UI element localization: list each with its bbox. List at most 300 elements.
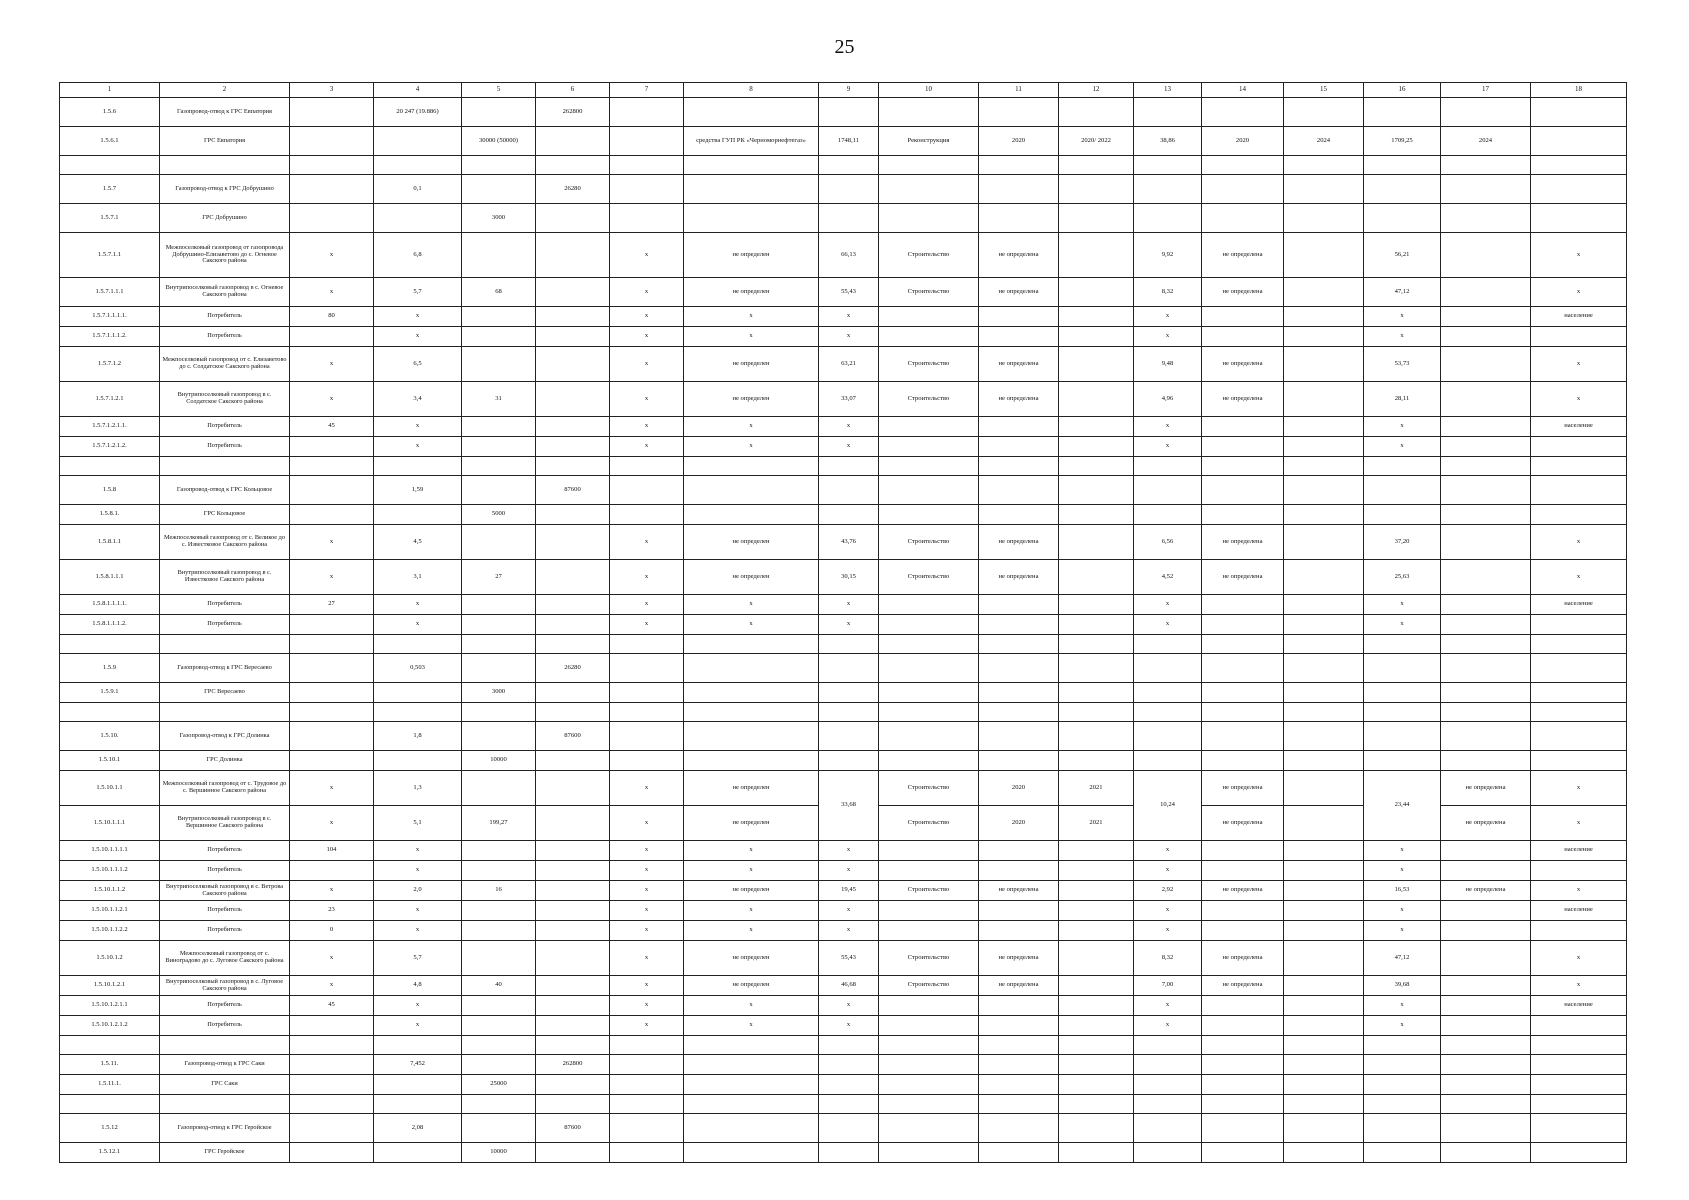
table-cell: x [374,437,462,457]
table-cell [1441,156,1531,175]
table-cell: x [1134,307,1202,327]
table-cell [879,683,979,703]
table-cell [979,683,1059,703]
table-cell [819,1095,879,1114]
table-cell [979,437,1059,457]
table-cell: x [819,996,879,1016]
table-cell [1364,1143,1441,1163]
table-cell [290,683,374,703]
table-row [60,1143,1627,1163]
table-cell [819,635,879,654]
table-cell: не определен [684,382,819,417]
table-cell: Потребитель [160,595,290,615]
table-cell [819,722,879,751]
table-cell [536,560,610,595]
table-cell [1284,1143,1364,1163]
table-cell: x [374,327,462,347]
table-cell: x [290,347,374,382]
table-cell [979,841,1059,861]
table-cell [979,722,1059,751]
table-cell: Газопровод-отвод к ГРС Добрушино [160,175,290,204]
table-cell: x [819,437,879,457]
table-cell: не определен [684,771,819,806]
table-cell [684,635,819,654]
table-cell [979,615,1059,635]
table-cell [979,1055,1059,1075]
table-cell: 6,8 [374,233,462,278]
table-cell [879,505,979,525]
table-cell [1284,654,1364,683]
table-row [60,1016,1627,1036]
table-cell: x [1531,278,1627,307]
table-cell: ГРС Добрушино [160,204,290,233]
column-number-cell: 13 [1134,83,1202,98]
table-cell: не определена [979,347,1059,382]
table-cell: x [290,278,374,307]
table-cell [1441,175,1531,204]
table-cell [1202,204,1284,233]
table-cell: x [610,327,684,347]
table-cell [1531,635,1627,654]
table-cell: x [1531,771,1627,806]
table-row [60,233,1627,278]
table-cell: x [819,901,879,921]
table-cell [1284,703,1364,722]
table-cell [819,654,879,683]
table-cell [879,175,979,204]
table-cell [1441,204,1531,233]
table-cell [1284,771,1364,806]
table-cell [1134,1036,1202,1055]
table-cell: 0,1 [374,175,462,204]
table-cell: 1,59 [374,476,462,505]
table-cell: 55,43 [819,941,879,976]
table-cell [462,635,536,654]
table-cell: 2021 [1059,806,1134,841]
table-row [60,175,1627,204]
table-cell: x [610,560,684,595]
table-cell: 2020 [1202,127,1284,156]
table-cell [1202,327,1284,347]
table-cell [462,457,536,476]
column-number-cell: 1 [60,83,160,98]
table-cell [1441,703,1531,722]
table-cell [979,1036,1059,1055]
table-cell [374,1036,462,1055]
table-cell [819,1036,879,1055]
table-cell [1284,1095,1364,1114]
table-cell: не определена [1441,771,1531,806]
table-cell [1284,1016,1364,1036]
table-cell [290,751,374,771]
table-cell [1059,615,1134,635]
table-cell: не определена [1202,976,1284,996]
table-cell [462,156,536,175]
table-cell [979,1143,1059,1163]
table-cell [979,751,1059,771]
table-cell: население [1531,996,1627,1016]
table-cell: не определена [979,233,1059,278]
table-cell: 3000 [462,683,536,703]
table-cell: 47,12 [1364,278,1441,307]
table-cell: x [610,278,684,307]
table-cell: 1.5.6 [60,98,160,127]
table-cell: x [1364,921,1441,941]
table-cell: Потребитель [160,901,290,921]
table-cell [1441,347,1531,382]
table-cell [979,457,1059,476]
table-cell [1284,595,1364,615]
table-cell: x [290,806,374,841]
table-cell [610,476,684,505]
table-cell: 1.5.7.1.1.1 [60,278,160,307]
table-cell: x [684,996,819,1016]
table-cell: 5,1 [374,806,462,841]
table-cell: x [819,841,879,861]
table-cell [462,1114,536,1143]
table-cell [1059,1016,1134,1036]
table-cell: x [374,307,462,327]
table-cell [374,1095,462,1114]
table-cell [290,127,374,156]
table-cell: 33,07 [819,382,879,417]
table-cell: x [290,233,374,278]
table-cell: Газопровод-отвод к ГРС Вересаево [160,654,290,683]
table-cell: Газопровод-отвод к ГРС Кольцовое [160,476,290,505]
table-cell: Потребитель [160,861,290,881]
table-cell [1202,476,1284,505]
table-cell [1441,615,1531,635]
table-cell: не определена [1441,881,1531,901]
table-cell: x [610,841,684,861]
table-cell [290,654,374,683]
table-cell: 3000 [462,204,536,233]
table-cell [1441,635,1531,654]
column-number-cell: 16 [1364,83,1441,98]
table-cell: 5,7 [374,278,462,307]
table-cell [374,1075,462,1095]
table-cell [1059,901,1134,921]
table-cell [879,921,979,941]
table-row [60,615,1627,635]
table-cell: 20 247 (19.886) [374,98,462,127]
table-cell: x [1134,901,1202,921]
table-cell [1059,560,1134,595]
table-cell: 1.5.7.1.2.1.1. [60,417,160,437]
table-cell [290,1114,374,1143]
table-cell: не определена [1441,806,1531,841]
table-cell: ГРС Геройское [160,1143,290,1163]
table-cell: x [1531,382,1627,417]
table-cell [1202,307,1284,327]
table-cell [1441,417,1531,437]
table-cell: 1709,25 [1364,127,1441,156]
table-cell [462,1016,536,1036]
table-cell [1059,1114,1134,1143]
table-row [60,204,1627,233]
table-cell [1441,683,1531,703]
table-cell [1059,1095,1134,1114]
table-cell: Строительство [879,525,979,560]
table-cell [1202,1095,1284,1114]
table-cell [1202,156,1284,175]
table-row [60,901,1627,921]
table-cell [610,127,684,156]
table-cell [1531,457,1627,476]
table-cell: 262800 [536,1055,610,1075]
table-cell: x [610,382,684,417]
table-spacer-row [60,156,1627,175]
table-cell [374,751,462,771]
table-cell [819,1114,879,1143]
table-cell: x [1364,307,1441,327]
gas-pipeline-table [59,82,1627,1163]
table-cell [1134,505,1202,525]
table-cell [1284,1036,1364,1055]
table-cell [1284,1055,1364,1075]
table-cell [979,476,1059,505]
table-cell [879,327,979,347]
table-cell [879,476,979,505]
table-cell [1059,654,1134,683]
table-cell [979,1095,1059,1114]
table-cell [1134,204,1202,233]
table-row [60,382,1627,417]
table-cell [536,941,610,976]
table-cell: x [374,417,462,437]
table-cell: 1.5.7.1.1.1.2. [60,327,160,347]
table-cell [1134,751,1202,771]
table-cell [536,861,610,881]
table-cell [536,976,610,996]
column-number-cell: 2 [160,83,290,98]
table-cell [684,1114,819,1143]
table-cell [879,861,979,881]
table-cell [462,476,536,505]
table-cell [819,1055,879,1075]
table-cell [290,1143,374,1163]
table-cell: x [610,881,684,901]
column-number-cell: 10 [879,83,979,98]
table-cell [462,1095,536,1114]
table-cell: x [1531,976,1627,996]
table-cell [1441,307,1531,327]
table-cell [1202,505,1284,525]
table-cell [462,595,536,615]
table-cell [879,1143,979,1163]
table-cell: Потребитель [160,841,290,861]
table-cell [1059,457,1134,476]
table-cell: x [610,771,684,806]
table-cell [979,635,1059,654]
table-cell [1531,175,1627,204]
table-cell: 3,1 [374,560,462,595]
table-cell [1059,437,1134,457]
table-cell: x [684,437,819,457]
table-row [60,841,1627,861]
table-cell: 38,86 [1134,127,1202,156]
table-cell: Внутрипоселковый газопровод в с. Солдатское Сакского района [160,382,290,417]
table-cell: 16,53 [1364,881,1441,901]
table-cell: 1.5.10.1.1.1.1 [60,841,160,861]
table-cell [374,505,462,525]
table-cell [1531,327,1627,347]
table-cell: 4,96 [1134,382,1202,417]
table-cell: Потребитель [160,327,290,347]
table-cell [1284,635,1364,654]
table-cell: не определен [684,560,819,595]
table-cell [1531,615,1627,635]
table-cell: Внутрипоселковый газопровод в с. Ветрова Сакского района [160,881,290,901]
table-cell [1059,595,1134,615]
table-cell: Строительство [879,806,979,841]
table-cell [1284,861,1364,881]
table-cell [879,703,979,722]
table-cell: 23 [290,901,374,921]
table-cell: 1.5.8.1.1 [60,525,160,560]
table-cell: x [1531,881,1627,901]
table-cell [979,996,1059,1016]
table-cell: 30000 (50000) [462,127,536,156]
table-cell: x [1134,921,1202,941]
table-cell [1531,505,1627,525]
table-cell: x [374,901,462,921]
table-cell [1284,683,1364,703]
table-row [60,98,1627,127]
table-cell [1284,175,1364,204]
table-cell [879,417,979,437]
table-cell [1364,156,1441,175]
table-cell [1134,1055,1202,1075]
table-cell: x [1364,595,1441,615]
table-cell: Потребитель [160,996,290,1016]
table-cell: 10000 [462,1143,536,1163]
table-cell [1059,307,1134,327]
table-cell [1202,437,1284,457]
table-row [60,437,1627,457]
table-cell [536,457,610,476]
table-cell: 1.5.10.1 [60,751,160,771]
table-cell [290,1036,374,1055]
table-spacer-row [60,1095,1627,1114]
table-cell [1441,233,1531,278]
table-cell [1364,476,1441,505]
table-cell [684,1036,819,1055]
table-cell: 55,43 [819,278,879,307]
table-cell: 1.5.10.1.1.1.2 [60,861,160,881]
table-row [60,861,1627,881]
table-cell: x [290,382,374,417]
table-cell [290,861,374,881]
table-cell: 1.5.10.1.1.2 [60,881,160,901]
table-cell [462,771,536,806]
table-cell [1202,417,1284,437]
table-cell [1202,457,1284,476]
table-cell: x [1134,417,1202,437]
table-cell: не определена [1202,347,1284,382]
table-cell: Строительство [879,233,979,278]
table-cell [1202,996,1284,1016]
table-cell: не определен [684,525,819,560]
column-number-cell: 15 [1284,83,1364,98]
table-cell: Газопровод-отвод к ГРС Долинка [160,722,290,751]
table-cell [462,175,536,204]
table-row [60,1114,1627,1143]
table-cell [536,806,610,841]
table-cell: x [374,921,462,941]
table-cell [1441,976,1531,996]
table-cell [536,437,610,457]
table-cell: Строительство [879,278,979,307]
table-cell: x [1134,861,1202,881]
table-cell [462,841,536,861]
table-cell [462,437,536,457]
table-cell: не определена [979,881,1059,901]
table-cell [879,457,979,476]
table-cell: не определена [1202,278,1284,307]
table-row [60,976,1627,996]
table-cell: 2,0 [374,881,462,901]
table-cell [1441,476,1531,505]
table-cell [684,751,819,771]
table-cell: 1.5.10.1.2.1 [60,976,160,996]
table-cell [1531,98,1627,127]
table-cell [684,1055,819,1075]
table-cell [1441,751,1531,771]
table-cell: 2020 [979,806,1059,841]
table-cell [879,156,979,175]
table-cell: Потребитель [160,417,290,437]
table-cell [1059,347,1134,382]
table-cell [1364,703,1441,722]
table-cell [536,771,610,806]
table-cell: 7,00 [1134,976,1202,996]
table-cell [684,1143,819,1163]
table-cell: не определена [1202,233,1284,278]
table-cell [1441,921,1531,941]
table-cell [1284,751,1364,771]
table-cell [160,635,290,654]
table-cell [610,1075,684,1095]
table-cell [1364,1055,1441,1075]
table-cell [1441,722,1531,751]
table-cell [1364,1036,1441,1055]
table-cell [610,1143,684,1163]
column-number-row [60,83,1627,98]
table-cell [1059,505,1134,525]
table-cell [160,703,290,722]
table-cell [1202,841,1284,861]
column-number-cell: 6 [536,83,610,98]
table-cell: x [1134,1016,1202,1036]
table-cell [1441,861,1531,881]
table-cell: 30,15 [819,560,879,595]
table-cell [1059,175,1134,204]
table-cell: x [290,525,374,560]
table-cell: Строительство [879,976,979,996]
table-cell [1202,654,1284,683]
table-cell: 4,5 [374,525,462,560]
table-cell: 1.5.10.1.1.2.1 [60,901,160,921]
table-cell [610,98,684,127]
table-cell: x [1364,615,1441,635]
table-cell: 5,7 [374,941,462,976]
table-cell [1059,941,1134,976]
table-cell [1059,921,1134,941]
table-cell [536,1016,610,1036]
table-cell: население [1531,841,1627,861]
table-cell: 8,32 [1134,941,1202,976]
